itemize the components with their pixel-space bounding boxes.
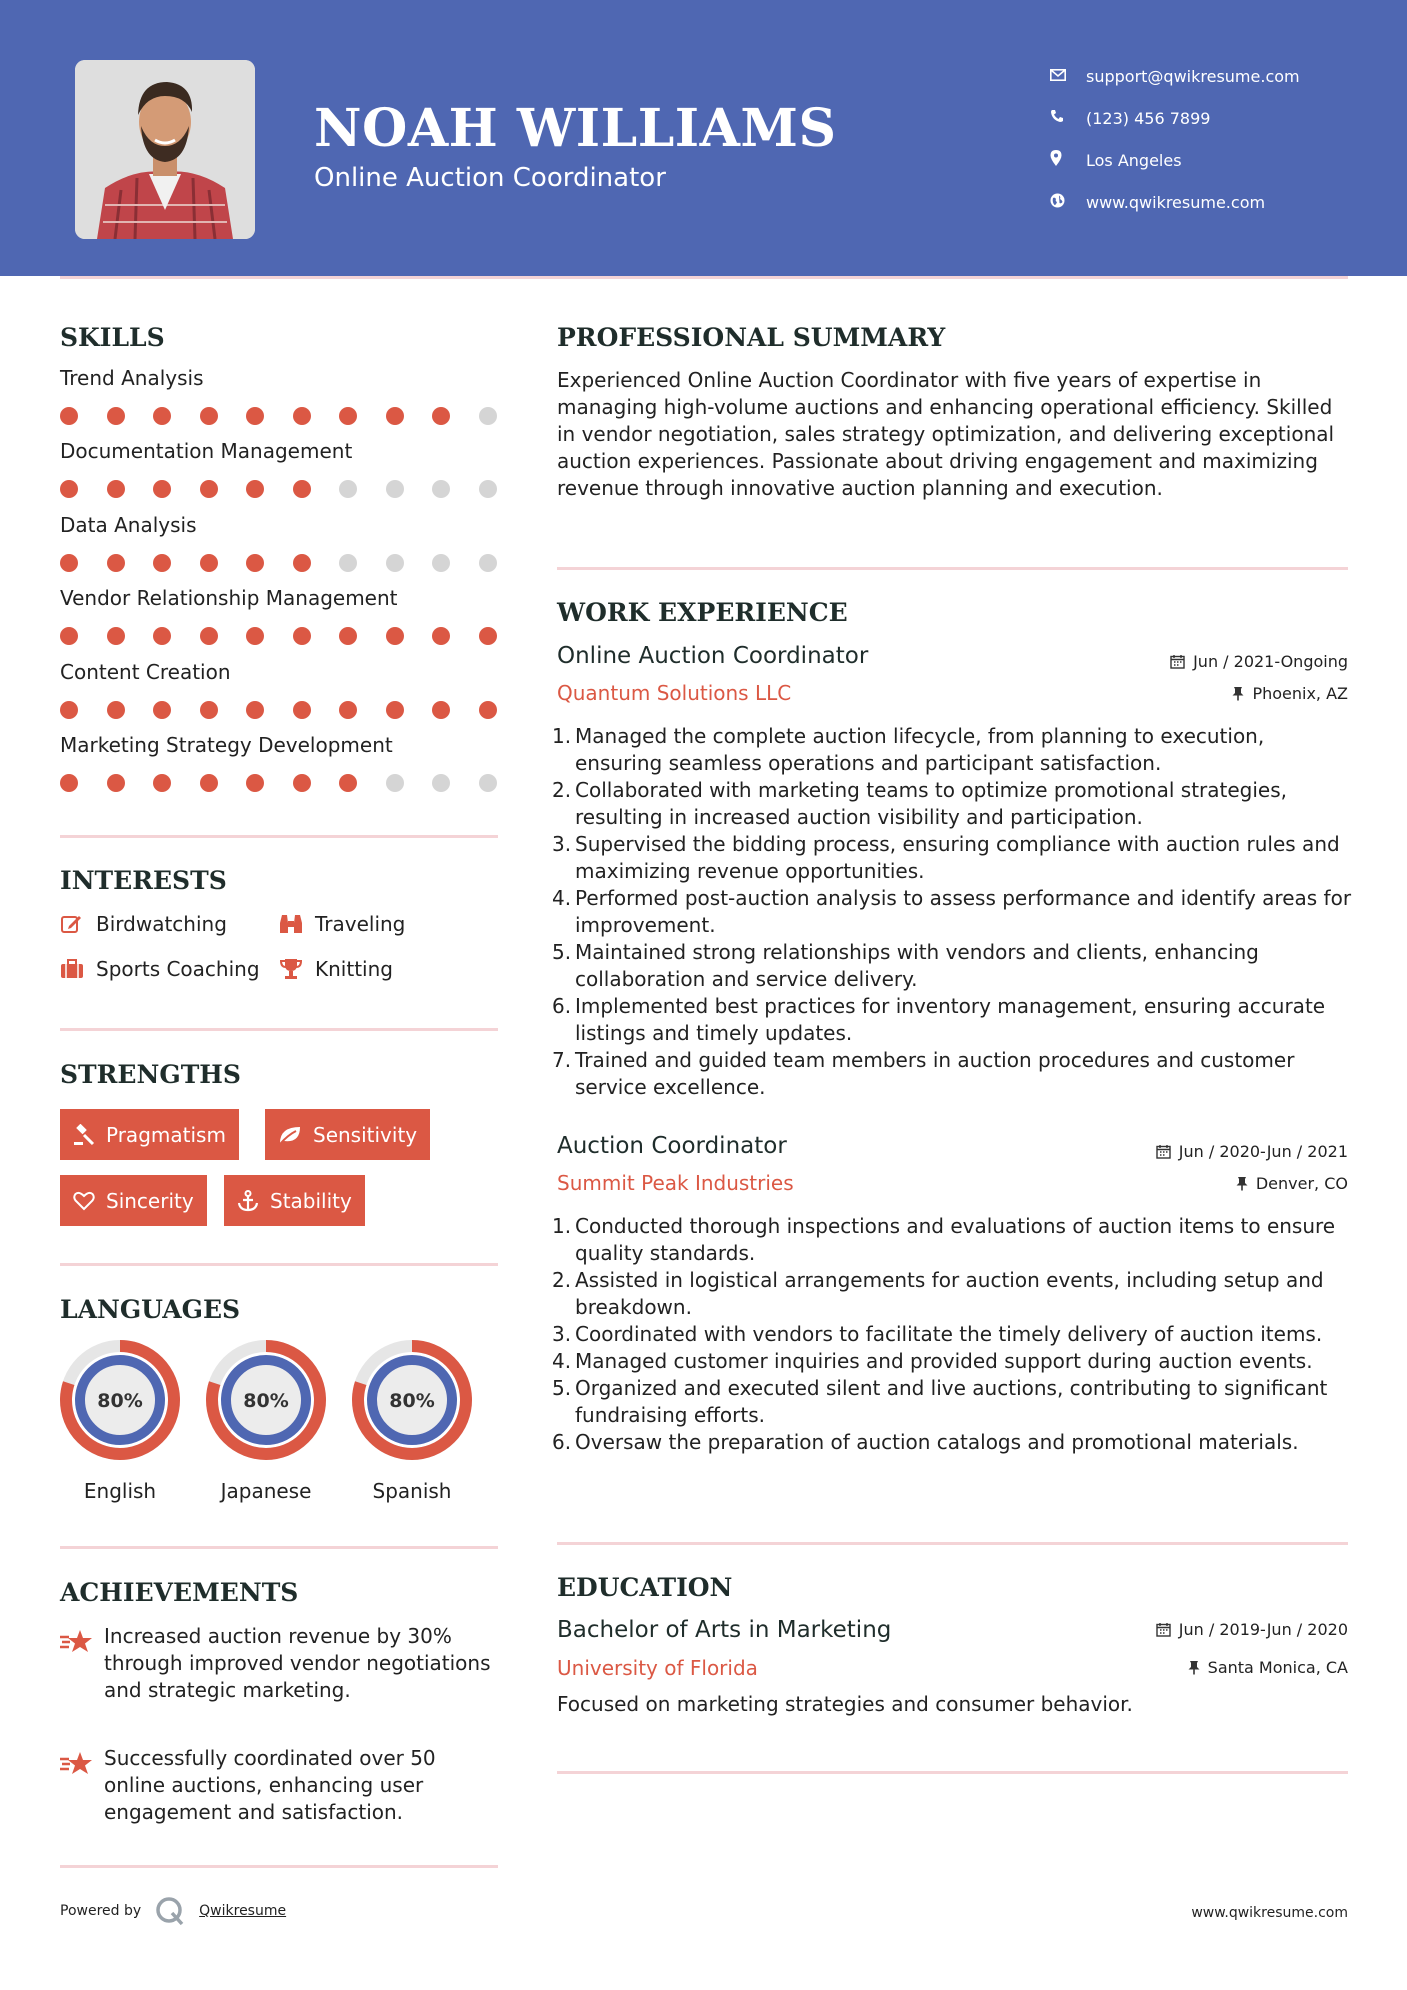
job-bullet xyxy=(552,1429,1353,1456)
contact-block xyxy=(1050,55,1300,223)
job-bullet xyxy=(552,939,1353,993)
bullet-text: Managed customer inquiries and provided support during auction events. xyxy=(575,1349,1313,1373)
achievements-divider xyxy=(60,1865,498,1868)
languages-divider xyxy=(60,1546,498,1549)
bullet-text: Performed post-auction analysis to assess performance and identify areas for improvement. xyxy=(575,886,1352,937)
candidate-role: Online Auction Coordinator xyxy=(314,163,666,193)
job-date xyxy=(1156,1142,1348,1161)
achievement-text: Increased auction revenue by 30% through improved vendor negotiations and strategic marketing. xyxy=(104,1624,491,1702)
bullet-number: 6. xyxy=(552,1430,572,1454)
rating-dot-filled xyxy=(107,480,125,498)
profile-photo xyxy=(75,60,255,239)
job-title: Auction Coordinator xyxy=(557,1133,787,1159)
job-location-text: Phoenix, AZ xyxy=(1252,684,1348,703)
rating-dot-filled xyxy=(339,774,357,792)
job-title: Online Auction Coordinator xyxy=(557,643,869,669)
language-item xyxy=(59,1339,181,1503)
rating-dot-filled xyxy=(60,554,78,572)
bullet-number: 3. xyxy=(552,1322,572,1346)
trophy-icon xyxy=(279,957,303,981)
job-location xyxy=(1236,1174,1348,1193)
interest-label: Birdwatching xyxy=(96,912,227,936)
rating-dot-filled xyxy=(386,627,404,645)
education-description: Focused on marketing strategies and consumer behavior. xyxy=(557,1692,1133,1716)
rating-dot-empty xyxy=(432,774,450,792)
skill-item xyxy=(60,366,500,425)
gavel-icon xyxy=(73,1124,95,1146)
rating-dot-empty xyxy=(432,554,450,572)
interest-item xyxy=(279,957,393,981)
bullet-number: 5. xyxy=(552,940,572,964)
achievement-text: Successfully coordinated over 50 online auctions, enhancing user engagement and satisfaction. xyxy=(104,1746,436,1824)
rating-dot-empty xyxy=(479,554,497,572)
bullet-text: Trained and guided team members in auction procedures and customer service excellence. xyxy=(575,1048,1295,1099)
skills-divider xyxy=(60,835,498,838)
summary-title: PROFESSIONAL SUMMARY xyxy=(557,323,946,352)
skill-rating xyxy=(60,407,497,425)
strengths-title: STRENGTHS xyxy=(60,1060,241,1089)
header-divider xyxy=(60,276,1348,279)
rating-dot-empty xyxy=(432,480,450,498)
skill-rating xyxy=(60,627,497,645)
rating-dot-filled xyxy=(432,627,450,645)
language-name: Japanese xyxy=(220,1479,312,1503)
education-school: University of Florida xyxy=(557,1656,758,1680)
rating-dot-filled xyxy=(153,701,171,719)
bullet-number: 1. xyxy=(552,724,572,748)
rating-dot-filled xyxy=(293,774,311,792)
skill-name: Documentation Management xyxy=(60,439,353,464)
job-bullet xyxy=(552,1047,1353,1101)
rating-dot-filled xyxy=(60,480,78,498)
pushpin-icon xyxy=(1232,686,1244,701)
rating-dot-empty xyxy=(339,480,357,498)
language-percent: 80% xyxy=(243,1390,289,1412)
job-bullet xyxy=(552,723,1353,777)
education-date-text: Jun / 2019-Jun / 2020 xyxy=(1178,1620,1348,1639)
footer-powered-text: Powered by xyxy=(60,1903,142,1919)
bullet-text: Conducted thorough inspections and evaluations of auction items to ensure quality standards. xyxy=(575,1214,1336,1265)
skill-name: Content Creation xyxy=(60,659,231,684)
job-date xyxy=(1170,652,1348,671)
rating-dot-filled xyxy=(339,701,357,719)
rating-dot-filled xyxy=(386,407,404,425)
strength-tag xyxy=(224,1175,365,1226)
experience-title: WORK EXPERIENCE xyxy=(557,598,848,627)
briefcase-icon xyxy=(60,957,84,981)
bullet-number: 4. xyxy=(552,886,572,910)
education-title: EDUCATION xyxy=(557,1573,733,1602)
bullet-number: 4. xyxy=(552,1349,572,1373)
strength-label: Stability xyxy=(270,1188,352,1213)
candidate-name: NOAH WILLIAMS xyxy=(314,98,837,159)
interest-item xyxy=(60,957,260,981)
language-percent: 80% xyxy=(97,1390,143,1412)
contact-email-text: support@qwikresume.com xyxy=(1086,66,1300,86)
strength-label: Pragmatism xyxy=(106,1122,226,1147)
pushpin-icon xyxy=(1188,1660,1200,1675)
heart-icon xyxy=(73,1191,95,1211)
rating-dot-filled xyxy=(200,554,218,572)
bullet-text: Organized and executed silent and live auctions, contributing to significant fundraising efforts. xyxy=(575,1376,1328,1427)
rating-dot-filled xyxy=(246,701,264,719)
rating-dot-filled xyxy=(153,554,171,572)
job-bullet xyxy=(552,1321,1353,1348)
interests-divider xyxy=(60,1028,498,1031)
job-company: Summit Peak Industries xyxy=(557,1171,794,1195)
rating-dot-filled xyxy=(339,627,357,645)
job-bullets xyxy=(552,1213,1353,1456)
calendar-icon xyxy=(1156,1622,1171,1637)
language-progress-ring xyxy=(205,1339,327,1461)
skill-item xyxy=(60,733,500,792)
rating-dot-empty xyxy=(386,480,404,498)
rating-dot-empty xyxy=(339,554,357,572)
achievements-title: ACHIEVEMENTS xyxy=(60,1578,299,1607)
skill-item xyxy=(60,586,500,645)
interest-item xyxy=(60,912,227,936)
contact-location xyxy=(1050,139,1300,181)
achievement-item xyxy=(60,1745,500,1826)
medal-star-icon xyxy=(60,1745,104,1826)
interest-label: Traveling xyxy=(315,912,406,936)
bullet-text: Oversaw the preparation of auction catalogs and promotional materials. xyxy=(575,1430,1299,1454)
rating-dot-filled xyxy=(200,701,218,719)
rating-dot-filled xyxy=(432,701,450,719)
rating-dot-empty xyxy=(479,774,497,792)
strength-label: Sincerity xyxy=(106,1188,194,1213)
rating-dot-filled xyxy=(153,774,171,792)
rating-dot-filled xyxy=(153,627,171,645)
job-bullet xyxy=(552,1267,1353,1321)
language-name: Spanish xyxy=(372,1479,452,1503)
rating-dot-filled xyxy=(293,701,311,719)
rating-dot-empty xyxy=(479,407,497,425)
rating-dot-filled xyxy=(246,627,264,645)
bullet-number: 2. xyxy=(552,778,572,802)
footer-powered xyxy=(60,1896,286,1926)
bullet-text: Maintained strong relationships with vendors and clients, enhancing collaboration and service delivery. xyxy=(575,940,1259,991)
job-bullet xyxy=(552,1213,1353,1267)
rating-dot-filled xyxy=(107,701,125,719)
rating-dot-filled xyxy=(246,480,264,498)
skill-item xyxy=(60,660,500,719)
contact-phone-text: (123) 456 7899 xyxy=(1086,108,1211,128)
job-location xyxy=(1232,684,1348,703)
rating-dot-empty xyxy=(386,554,404,572)
skill-rating xyxy=(60,774,497,792)
skill-name: Data Analysis xyxy=(60,512,197,537)
bullet-number: 3. xyxy=(552,832,572,856)
leaf-icon xyxy=(278,1125,302,1145)
interest-label: Sports Coaching xyxy=(96,957,260,981)
rating-dot-filled xyxy=(293,627,311,645)
rating-dot-filled xyxy=(200,774,218,792)
bullet-number: 6. xyxy=(552,994,572,1018)
strength-tag xyxy=(60,1175,207,1226)
rating-dot-filled xyxy=(153,480,171,498)
envelope-icon xyxy=(1050,67,1086,85)
job-company: Quantum Solutions LLC xyxy=(557,681,792,705)
job-bullet xyxy=(552,777,1353,831)
job-date-text: Jun / 2021-Ongoing xyxy=(1193,652,1348,671)
edit-icon xyxy=(60,912,84,936)
contact-phone[interactable] xyxy=(1050,97,1300,139)
bullet-text: Collaborated with marketing teams to optimize promotional strategies, resulting in increased auction visibility and participation. xyxy=(575,778,1287,829)
language-item xyxy=(351,1339,473,1503)
interests-title: INTERESTS xyxy=(60,866,227,895)
rating-dot-filled xyxy=(107,774,125,792)
pushpin-icon xyxy=(1236,1176,1248,1191)
bullet-text: Assisted in logistical arrangements for auction events, including setup and breakdown. xyxy=(575,1268,1324,1319)
language-progress-ring xyxy=(59,1339,181,1461)
rating-dot-filled xyxy=(246,554,264,572)
language-name: English xyxy=(83,1479,157,1503)
bullet-text: Coordinated with vendors to facilitate the timely delivery of auction items. xyxy=(575,1322,1323,1346)
education-date xyxy=(1156,1620,1348,1639)
job-bullet xyxy=(552,885,1353,939)
header-banner xyxy=(0,0,1407,276)
rating-dot-filled xyxy=(107,407,125,425)
language-percent: 80% xyxy=(389,1390,435,1412)
contact-website-text: www.qwikresume.com xyxy=(1086,192,1266,212)
strength-tag xyxy=(265,1109,430,1160)
rating-dot-filled xyxy=(60,407,78,425)
rating-dot-filled xyxy=(200,407,218,425)
rating-dot-filled xyxy=(386,701,404,719)
skill-name: Trend Analysis xyxy=(60,366,204,390)
rating-dot-filled xyxy=(479,627,497,645)
skill-rating xyxy=(60,554,497,572)
bullet-text: Supervised the bidding process, ensuring compliance with auction rules and maximizing revenue opportunities. xyxy=(575,832,1340,883)
skill-item xyxy=(60,513,500,572)
bullet-number: 2. xyxy=(552,1268,572,1292)
rating-dot-filled xyxy=(60,701,78,719)
rating-dot-filled xyxy=(200,480,218,498)
binoculars-icon xyxy=(279,912,303,936)
skill-name: Marketing Strategy Development xyxy=(60,733,393,757)
job-date-text: Jun / 2020-Jun / 2021 xyxy=(1178,1142,1348,1161)
education-divider xyxy=(557,1771,1348,1774)
map-pin-icon xyxy=(1050,150,1086,170)
rating-dot-filled xyxy=(339,407,357,425)
language-item xyxy=(205,1339,327,1503)
interest-item xyxy=(279,912,405,936)
qwikresume-logo-icon xyxy=(155,1896,185,1926)
bullet-number: 1. xyxy=(552,1214,572,1238)
rating-dot-filled xyxy=(479,701,497,719)
job-bullet xyxy=(552,1375,1353,1429)
skill-rating xyxy=(60,480,497,498)
rating-dot-filled xyxy=(246,407,264,425)
bullet-text: Managed the complete auction lifecycle, from planning to execution, ensuring seamless operations and participant satisfaction. xyxy=(575,724,1265,775)
rating-dot-filled xyxy=(200,627,218,645)
education-degree: Bachelor of Arts in Marketing xyxy=(557,1617,892,1643)
rating-dot-filled xyxy=(107,627,125,645)
rating-dot-filled xyxy=(107,554,125,572)
strengths-divider xyxy=(60,1263,498,1266)
contact-website[interactable] xyxy=(1050,181,1300,223)
calendar-icon xyxy=(1156,1144,1171,1159)
education-location-text: Santa Monica, CA xyxy=(1207,1658,1348,1677)
footer-brand-link[interactable]: Qwikresume xyxy=(199,1903,287,1919)
rating-dot-filled xyxy=(246,774,264,792)
rating-dot-filled xyxy=(153,407,171,425)
rating-dot-filled xyxy=(432,407,450,425)
calendar-icon xyxy=(1170,654,1185,669)
contact-email[interactable] xyxy=(1050,55,1300,97)
contact-location-text: Los Angeles xyxy=(1086,150,1182,170)
interest-label: Knitting xyxy=(315,957,393,981)
rating-dot-filled xyxy=(60,627,78,645)
summary-divider xyxy=(557,567,1348,570)
skill-item xyxy=(60,439,500,498)
rating-dot-empty xyxy=(479,480,497,498)
bullet-number: 7. xyxy=(552,1048,572,1072)
job-bullet xyxy=(552,993,1353,1047)
experience-divider xyxy=(557,1542,1348,1545)
rating-dot-filled xyxy=(293,407,311,425)
bullet-number: 5. xyxy=(552,1376,572,1400)
phone-icon xyxy=(1050,109,1086,127)
rating-dot-filled xyxy=(293,480,311,498)
bullet-text: Implemented best practices for inventory management, ensuring accurate listings and timely updates. xyxy=(575,994,1326,1045)
footer-website[interactable]: www.qwikresume.com xyxy=(1191,1905,1348,1921)
summary-text: Experienced Online Auction Coordinator with five years of expertise in managing high-volume auctions and enhancing operational efficiency. Skilled in vendor negotiation, sales strategy optimization, and delivering exceptional auction experiences. Passionate about driving engagement and maximizing revenue through innovative auction planning and execution. xyxy=(557,368,1335,500)
job-bullet xyxy=(552,1348,1353,1375)
job-bullet xyxy=(552,831,1353,885)
strength-tag xyxy=(60,1109,239,1160)
job-bullets xyxy=(552,723,1353,1101)
skill-rating xyxy=(60,701,497,719)
medal-star-icon xyxy=(60,1623,104,1704)
skill-name: Vendor Relationship Management xyxy=(60,586,398,611)
rating-dot-filled xyxy=(60,774,78,792)
language-progress-ring xyxy=(351,1339,473,1461)
achievement-item xyxy=(60,1623,500,1704)
rating-dot-filled xyxy=(293,554,311,572)
anchor-icon xyxy=(237,1190,259,1212)
rating-dot-empty xyxy=(386,774,404,792)
skills-title: SKILLS xyxy=(60,323,165,352)
strength-label: Sensitivity xyxy=(313,1122,418,1147)
job-location-text: Denver, CO xyxy=(1255,1174,1348,1193)
education-location xyxy=(1188,1658,1348,1677)
languages-title: LANGUAGES xyxy=(60,1295,241,1324)
globe-icon xyxy=(1050,193,1086,212)
